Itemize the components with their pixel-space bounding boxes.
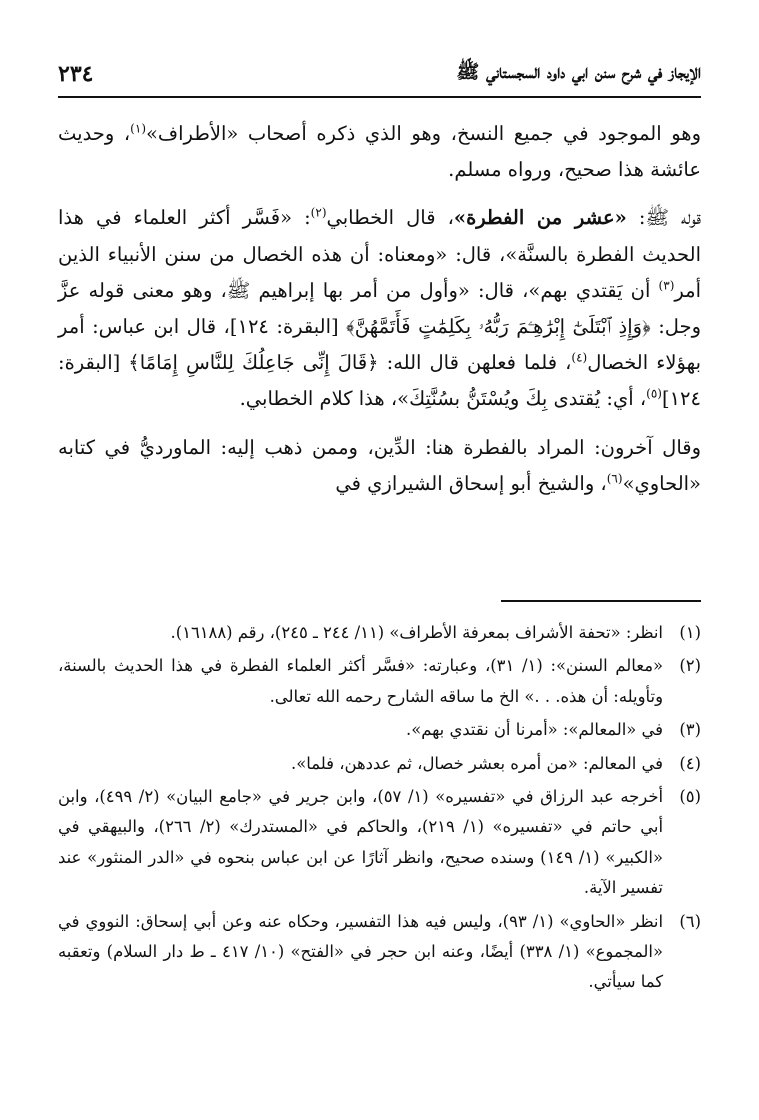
footnote-ref-2: (٢) <box>310 205 327 220</box>
main-text <box>58 116 701 502</box>
footnote-text: أخرجه عبد الرزاق في «تفسيره» (١/ ٥٧)، وابن جرير في «جامع البيان» (٢/ ٤٩٩)، وابن أبي حاتم في «تفسيره» (١/ ٢١٩)، والحاكم في «المستدرك» (٢/ ٢٦٦)، والبيهقي في «الكبير» (١/ ١٤٩) وسنده صحيح، وانظر آثارًا عن ابن عباس بنحوه في «الدر المنثور» عند تفسير الآية. <box>58 787 664 898</box>
footnotes <box>58 618 701 1001</box>
footnote-text: انظر «الحاوي» (١/ ٩٣)، وليس فيه هذا التفسير، وحكاه عنه وعن أبي إسحاق: النووي في «المجموع» (١/ ٣٣٨) أيضًا، وعنه ابن حجر في «الفتح» (١٠/ ٤١٧ ـ ط دار السلام) وتعقبه كما سيأتي. <box>58 911 664 992</box>
footnote-text: في «المعالم»: «أمرنا أن نقتدي بهم». <box>405 720 663 740</box>
footnote <box>58 907 701 998</box>
footnote-number: (٢) <box>679 656 701 676</box>
footnote-ref-1: (١) <box>130 121 146 136</box>
footnote <box>58 715 701 745</box>
running-header <box>58 52 701 98</box>
footnote-number: (٣) <box>679 720 701 740</box>
footnote-number: (١) <box>679 623 701 642</box>
footnote-number: (٤) <box>679 753 701 773</box>
footnote <box>58 782 701 904</box>
footnote-text: «معالم السنن»: (١/ ٣١)، وعبارته: «فسَّر أكثر العلماء الفطرة في هذا الحديث بالسنة، وتأويله: أن هذه. . .» الخ ما ساقه الشارح رحمه الله تعالى. <box>58 656 664 706</box>
footnote-number: (٦) <box>679 911 701 931</box>
footnote-text: انظر: «تحفة الأشراف بمعرفة الأطراف» (١١/ ٢٤٤ ـ ٢٤٥)، رقم (١٦١٨٨). <box>170 623 663 642</box>
paragraph-3: وقال آخرون: المراد بالفطرة هنا: الدِّين، وممن ذهب إليه: الماورديُّ في كتابه «الحاوي»$^{(٦)}$، والشيخ أبو إسحاق الشيرازي في <box>58 435 701 495</box>
header-title: الإيجاز في شرح سنن ابي داود السجستاني ﷺ <box>456 61 701 83</box>
hadith-quote: «عشر من الفطرة» <box>453 206 627 230</box>
page-number: ٢٣٤ <box>58 61 94 87</box>
paragraph-1: وهو الموجود في جميع النسخ، وهو الذي ذكره أصحاب «الأطراف»$^{(١)}$، وحديث عائشة هذا صحيح، ورواه مسلم. <box>58 121 701 182</box>
footnote-ref-6: (٦) <box>606 471 623 486</box>
footnote-divider <box>501 600 701 602</box>
footnote <box>58 618 701 648</box>
footnote-text: في المعالم: «من أمره بعشر خصال، ثم عددهن، فلما». <box>291 753 663 773</box>
paragraph-2: قوله ﷺ: «عشر من الفطرة»، قال الخطابي$^{(٢)}$: «فَسَّر أكثر العلماء في هذا الحديث الفطرة بالسنَّة»، قال: «ومعناه: أن هذه الخصال من سنن الأنبياء الذين أمر$^{(٣)}$ أن يَقتدي بهم»، قال: «وأول من أمر بها إبراهيم ﷺ، وهو معنى قوله عزَّ وجل: ﴿وَإِذِ ٱبْتَلَىٰٓ إِبْرَٰهِـۧمَ رَبُّهُۥ بِكَلِمَٰتٍ فَأَتَمَّهُنَّ﴾ [البقرة: ١٢٤]، قال ابن عباس: أمر بهؤلاء الخصال$^{(٤)}$، فلما فعلهن قال الله: ﴿قَالَ إِنِّى جَاعِلُكَ لِلنَّاسِ إِمَامًا﴾ [البقرة: ١٢٤]$^{(٥)}$، أي: يُقتدى بِكَ ويُسْتَنُّ بسُنَّتِكَ»، هذا كلام الخطابي. <box>58 205 702 411</box>
footnote <box>58 651 701 712</box>
footnote-ref-4: (٤) <box>571 350 588 365</box>
footnote <box>58 749 701 779</box>
footnote-ref-3: (٣) <box>658 278 675 293</box>
footnote-number: (٥) <box>679 787 701 807</box>
footnote-ref-5: (٥) <box>646 386 662 401</box>
